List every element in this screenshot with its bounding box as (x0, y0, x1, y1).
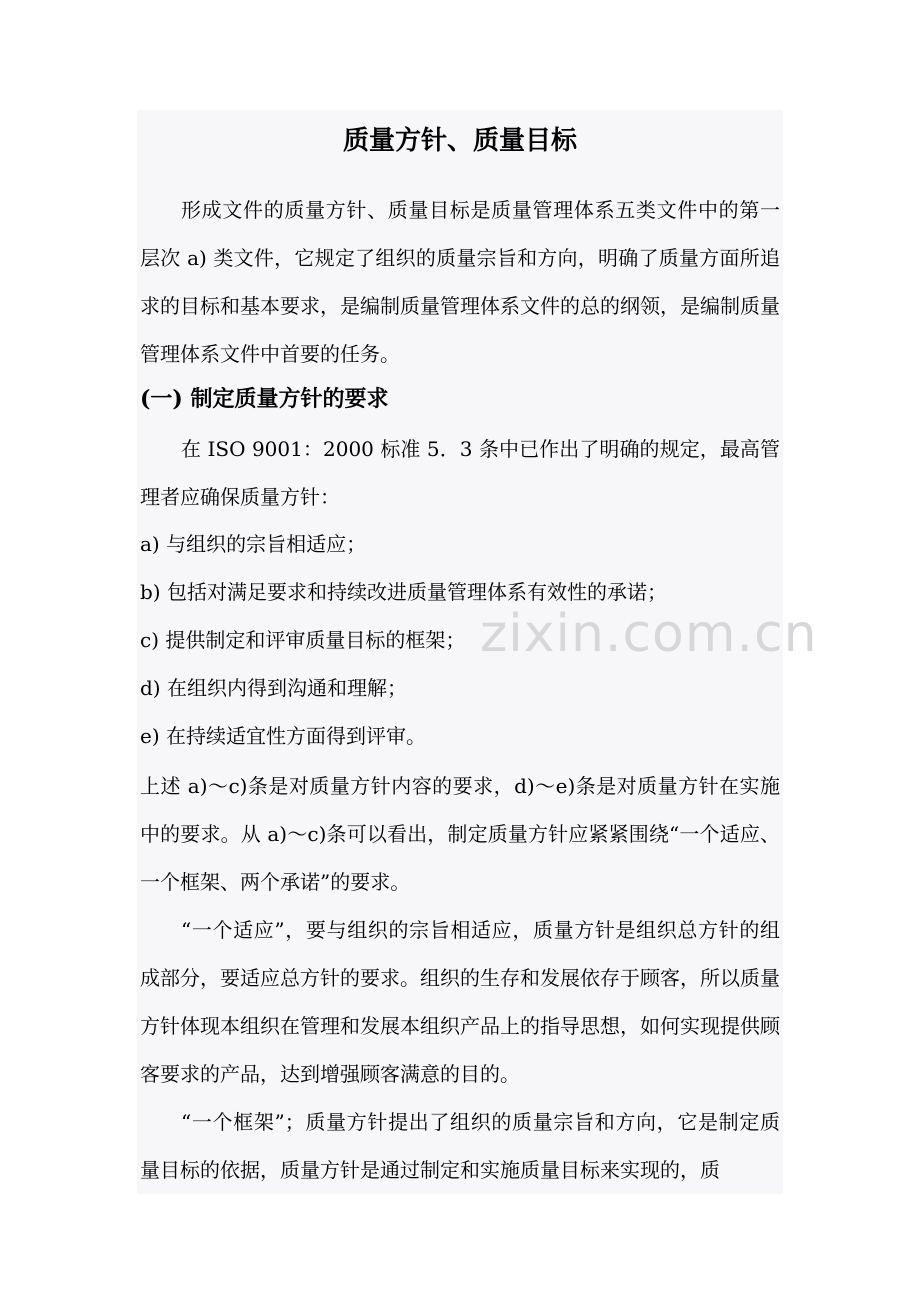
list-item: d) 在组织内得到沟通和理解； (140, 676, 407, 700)
watermark: zixin.com.cn (480, 604, 818, 664)
adapt-paragraph: “一个适应”，要与组织的宗旨相适应，质量方针是组织总方针的组成部分，要适应总方针的要求。组织的生存和发展依存于顾客，所以质量方针体现本组织在管理和发展本组织产品上的指导思想，如何实现提供顾客要求的产品，达到增强顾客满意的目的。 (140, 918, 780, 1086)
list-item: a) 与组织的宗旨相适应； (140, 532, 367, 556)
list-item: e) 在持续适宜性方面得到评审。 (140, 724, 426, 748)
summary-paragraph: 上述 a)～c)条是对质量方针内容的要求，d)～e)条是对质量方针在实施中的要求。从 a)～c)条可以看出，制定质量方针应紧紧围绕“一个适应、一个框架、两个承诺”的要求。 (140, 774, 780, 894)
document-page (137, 110, 783, 1194)
document-title: 质量方针、质量目标 (342, 126, 577, 156)
section-heading: (一) 制定质量方针的要求 (140, 386, 389, 412)
section-paragraph: 在 ISO 9001：2000 标准 5．3 条中已作出了明确的规定，最高管理者应确保质量方针： (140, 437, 780, 509)
list-item: c) 提供制定和评审质量目标的框架； (140, 628, 466, 652)
list-item: b) 包括对满足要求和持续改进质量管理体系有效性的承诺； (140, 580, 667, 604)
intro-paragraph: 形成文件的质量方针、质量目标是质量管理体系五类文件中的第一层次 a) 类文件，它规定了组织的质量宗旨和方向，明确了质量方面所追求的目标和基本要求，是编制质量管理体系文件的总的纲领，是编制质量管理体系文件中首要的任务。 (140, 198, 780, 366)
frame-paragraph: “一个框架”；质量方针提出了组织的质量宗旨和方向，它是制定质量目标的依据，质量方针是通过制定和实施质量目标来实现的，质 (140, 1110, 780, 1182)
